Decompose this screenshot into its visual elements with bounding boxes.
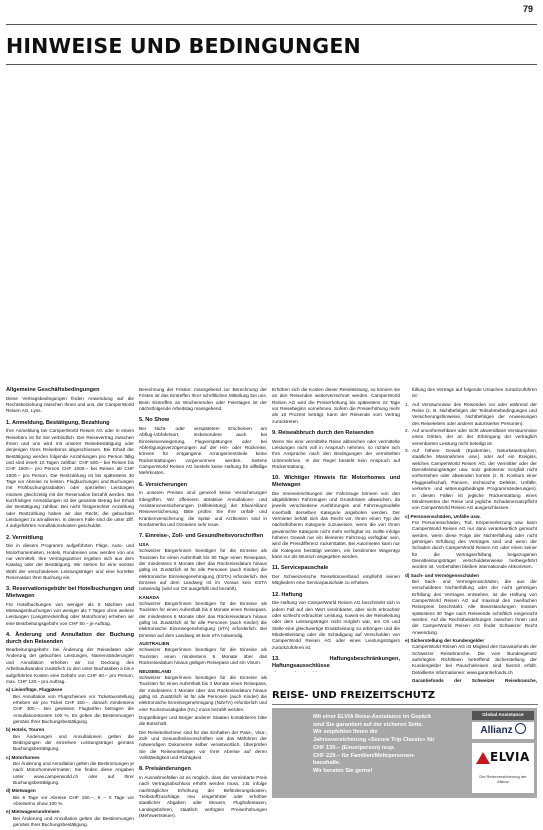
paragraph: Die Inneneinrichtungen der Fahrzeuge können von den abgebildeten Fahrzeugen und Grundrissen abweichen, da jeweils verschiedene Ausführungen und Fahrzeugmodelle innerhalb derselben Kategorie angeboten werden. Der Vermieter behält sich das Recht vor, Ihnen einen Typ der nächsthöheren Kategorie zuzuweisen, wenn die von Ihnen gewünschte Kategorie nicht mehr verfügbar ist. Sollte infolge höherer Gewalt nur ein kleineres Fahrzeug verfügbar sein, wird die Preisdifferenz rückerstattet. Bei Automieten kann nur die Kategorie bestätigt werden, ein bestimmter Wagentyp kann nur als Wunsch angegeben werden. <box>272 490 400 559</box>
insurance-ad <box>272 708 537 798</box>
page-title: HINWEISE UND BEDINGUNGEN <box>6 34 361 58</box>
paragraph: Bearbeitungsgebühr: bei Änderung der Reisedaten oder Änderung der gebuchten Leistungen, Namensänderungen und Annullation erheben wir zur Deckung des Arbeitsaufwandes zusätzlich zu den unter Buchstaben a bis e aufgeführten Kosten eine Gebühr von CHF 60.– pro Person, max. CHF 120.– pro Auftrag. <box>6 647 134 684</box>
list-text: Auf unvorhersehbare oder nicht abwendbare Versäumnisse eines Dritten, der an der Erbringung der vertraglich vereinbarten Leistung nicht beteiligt ist. <box>412 428 537 446</box>
subsection-heading: a) Linienflüge, Flugpässe <box>6 687 63 693</box>
paragraph: Wenn Sie eine vermittelte Reise abbrechen oder vermittelte Leistungen nicht voll in Anspruch nehmen, so richten sich Ihre Ansprüche nach den Bedingungen der vermittelten Unternehmen. In der Regel besteht kein Anspruch auf Rückerstattung. <box>272 438 400 470</box>
title-rule <box>6 64 537 65</box>
insurance-ad-text <box>313 714 463 776</box>
section-heading: 8. Preisänderungen <box>139 766 191 773</box>
paragraph: Bis 6 Tage vor Abreise CHF 150.–, 5 – 0 Tage vor Abreise/no show 100 %. <box>13 794 134 807</box>
ad-line: haushalte. <box>313 760 341 767</box>
allianz-wordmark: Allianz <box>480 725 513 736</box>
subsection-heading: c) Personenschäden, Unfälle usw. <box>405 513 481 519</box>
subsection-heading: b) Hotels, Touren <box>6 727 45 733</box>
subsection-heading: e) Sicherstellung der Kundengelder <box>405 638 485 644</box>
section-heading: 7. Einreise-, Zoll- und Gesundheitsvorschriften <box>139 533 264 540</box>
section-heading: 13. Haftungsbeschränkungen, Haftungsausschlüsse <box>272 655 400 669</box>
country-heading: AUSTRALIEN <box>139 641 170 647</box>
paragraph: Doppelbürger und Bürger anderer Staaten kontaktieren bitte die Botschaft. <box>139 714 267 727</box>
allianz-eagle-icon <box>515 723 526 734</box>
list-item <box>405 448 537 511</box>
section-heading: Allgemeine Geschäftsbedingungen <box>6 387 100 393</box>
paragraph: Die Haftung von CamperWorld Reisen AG beschränkt sich in jedem Fall auf den Wert vereinbarter, aber nicht erbrachter oder schlecht erbrachter Leistung, soweit es der Reiseleitung oder dem Leistungsträger nicht möglich war, am Ort und Stelle eine gleichwertige Ersatzleistung zu erbringen und die Mindestleistung oder die Schädigung auf Verschulden von CamperWorld Reisen AG oder eines Leistungsträgers zurückzuführen ist. <box>272 600 400 650</box>
ad-line: CHF 229.– für Familien/Mehrpersonen- <box>313 752 416 759</box>
list-text: Auf höhere Gewalt (Epidemien, Naturkatastrophen, staatliche Massnahmen usw.) oder auf ein Ereignis, welches CamperWorld Reisen AG, der Vermittler oder der Dienstleistungsträger usw. trotz gebotener Sorgfalt nicht vorhersehen oder abwenden konnte (z. B. Konkurs einer Fluggesellschaft, Pannen, technische Defekte, Unfälle, verkehrs- und witterungsbedingte Programmänderungen). In diesen Fällen ist jegliche Rückerstattung eines Minderwertes der Reise und jegliche Schadenersatzpflicht von CamperWorld Reisen AG ausgeschlossen. <box>412 448 537 511</box>
paragraph: Für Hotelbuchungen von weniger als 5 Nächten und Mietwagenbuchungen von weniger als 7 Tagen ohne weitere Leistungen (Langstreckenflug oder Motorhome) erheben wir eine Bearbeitungsgebühr von CHF 50.– je Auftrag. <box>6 601 134 626</box>
list-item <box>405 428 537 447</box>
paragraph: CamperWorld Reisen AG ist Mitglied des Garantiefonds der Schweizer Reisebranche. Die vom Bundesgesetz auferlegten Richtlinien betreffend Sicherstellung der Kundengelder bei Pauschalreisen sind hiermit erfüllt. Detaillierte Informationen: www.garantiefonds.ch <box>412 644 537 675</box>
paragraph: Der Schweizerische Reisebüroverband empfiehlt seinen Mitgliedern eine Servicepauschale zu erheben. <box>272 573 400 586</box>
paragraph: In Ausnahmefällen ist es möglich, dass der vereinbarte Preis nach Vertragsabschluss erhöht werden muss, z.B. infolge nachträglicher Erhöhung der Beförderungskosten, Treibstoffzuschläge, neu eingeführter oder erhöhter staatlicher Abgaben oder Steuern, Flughafentaxen, Landegebühren, staatlich verfügten Preiserhöhungen (Mehrwertsteuer). <box>139 774 267 818</box>
section-heading: 12. Haftung <box>272 591 303 598</box>
insurance-box-rule <box>272 704 538 705</box>
paragraph: Bei Sach- und Vermögensschäden, die aus der verschuldeten Nichterfüllung oder der nicht gehörigen Erfüllung des Vertrages entstehen, ist die Haftung von CamperWorld Reisen AG auf maximal den zweifachen Reisepreis beschränkt. Alle Beanstandungen müssen spätestens 30 Tage nach Reiseende schriftlich eingereicht werden. Auf die Rechtsbeistehungen zwischen Ihnen und der CamperWorld Reisen AG findet Schweizer Recht Anwendung. <box>412 578 537 635</box>
ad-line: Mit einer ELVIA Reise-Assistance im Gepäck <box>313 714 432 720</box>
paragraph: Bei Annullation von Flugscheinen vor Ticketausstellung erheben wir pro Ticket CHF 150.–, danach mindestens CHF 300.–. Bei gewissen Flugtarifen betragen die Annullationskosten 100 %. Es gelten die Bestimmungen gemäss Ihrer Buchungsbestätigung. <box>13 693 134 724</box>
list-number: 2. <box>405 428 409 434</box>
country-heading: NEUSEELAND <box>139 668 172 674</box>
paragraph: In unseren Preisen sind generell keine Versicherungen inbegriffen. Wir offerieren attraktive Annullations- und Assistanceversicherungen (Hilfeleistung) der Elvia/Allianz Reiseversicherung. Bitte prüfen Sie Ihre Unfall- und Krankenversicherung; die Spital- und Arztkosten sind in Nordamerika und Ozeanien sehr teuer. <box>139 490 267 528</box>
top-rule <box>6 24 537 25</box>
list-text: Auf Versäumnisse des Reisenden vor oder während der Reise (z. B. Nichtbefolgen der Teilnahmebedingungen und Versicherungshinweise, Nichtbefolgen der Anweisungen des Reiseleiters oder anderer autorisierter Personen). <box>412 401 537 426</box>
subsection-heading: d) Mietwagen <box>6 788 36 794</box>
paragraph: Für Personenschäden, Tod, Körperverletzung usw. kann CamperWorld Reisen AG nur dann verantwortlich gemacht werden, wenn diese Folge der Nichterfüllung oder nicht gehörigen Erfüllung des Vertrages sind und wenn der Schaden durch CamperWorld Reisen AG oder einen seiner für die Vertragserfüllung beigezogenen Dienstleistungsträger verschuldeterweise herbeigeführt worden ist. Vorbehalten bleiben internationale Abkommen. <box>412 519 537 570</box>
paragraph: Schweizer Bürger/innen benötigen für die Einreise als Touristen für einen Aufenthalt bis 3 Monate einen Reisepass, der mindestens 3 Monate über das Rückreisedatum hinaus gültig ist. Zusätzlich ist für alle Personen (auch Kinder) die elektronische Einreisegenehmigung (NZeTA) erforderlich und eine Tourismusabgabe (IVL) muss bezahlt werden. <box>139 674 267 712</box>
elvia-wordmark: ELVIA <box>490 750 530 764</box>
allianz-logo <box>472 722 534 739</box>
list-number: 3. <box>405 448 409 454</box>
paragraph: Diese Vertragsbedingungen finden Anwendung auf die Rechtsbeziehung zwischen Ihnen und uns, der CamperWorld Reisen AG, Lyss. <box>6 395 134 414</box>
ad-line: Wir beraten Sie gerne! <box>313 767 373 774</box>
section-heading: 4. Änderung und Annullation der Buchung durch den Reisenden <box>6 631 134 645</box>
elvia-tagline: Die Reiseversicherung der Allianz <box>479 774 527 784</box>
subsection-heading <box>272 671 400 672</box>
section-heading: 1. Anmeldung, Bestätigung, Bezahlung <box>6 419 110 426</box>
section-heading: 9. Reiseabbruch durch den Reisenden <box>272 430 374 437</box>
paragraph: Erhöhen sich die Kosten dieser Reiseleistung, so können sie an den Reisenden weiterverrechnet werden. CamperWorld Reisen AG wird die Preiserhöhung bis spätestens 22 Tage vor Reisebeginn vornehmen. Sofern die Preiserhöhung mehr als 10 Prozent beträgt, kann der Reisende vom Vertrag zurücktreten. <box>272 387 400 424</box>
section-heading: 2. Vermittlung <box>6 534 43 541</box>
paragraph: Bei Änderung und Annullation gelten die Bestimmungen je nach Motorhomevermieter; Sie finden diese Angaben unter www.camperworld.ch oder auf Ihrer Buchungsbestätigung. <box>13 760 134 785</box>
subsection-heading: c) Motorhomes <box>6 754 40 760</box>
paragraph: Schweizer Bürger/innen benötigen für die Einreise als Touristen für einen Aufenthalt bis 90 Tage einen Reisepass, der mindestens 6 Monate über das Rückreisedatum hinaus gültig ist. Zusätzlich ist für alle Personen (auch Kinder) die elektronische Einreisegenehmigung (ESTA) erforderlich. Bei Einreise auf dem Landweg ist im Voraus kein ESTA notwendig (wird vor Ort ausgefüllt und bezahlt). <box>139 548 267 592</box>
country-heading: KANADA <box>139 594 160 600</box>
paragraph: Die in diesem Programm aufgeführten Flüge, Auto- und Motorhomemieten, Hotels, Rundreisen usw. werden von uns nur vermittelt. Ihre Vertragspartner ergeben sich aus dem Katalog oder der Bestätigung. Wir stehen für eine seriöse Wahl der verschiedenen Leistungsträger und eine korrekte Reservation Ihrer Buchung ein. <box>6 543 134 581</box>
section-heading: 10. Wichtiger Hinweis für Motorhomes und Mietwagen <box>272 475 400 488</box>
elvia-triangle-icon <box>476 752 490 764</box>
ad-line: sind Sie garantiert auf der sicheren Seite. <box>313 721 424 728</box>
column-3 <box>272 387 400 672</box>
section-heading: 3. Reservationsgebühr bei Hotelbuchungen und Mietwagen <box>6 586 134 599</box>
column-2 <box>139 387 267 821</box>
paragraph: Schweizer Bürger/innen benötigen für die Einreise als Touristen einen mindestens 6 Monate über das Rückreisedatum hinaus gültigen Reisepass und ein Visum. <box>139 647 267 666</box>
page-number: 79 <box>522 4 533 14</box>
ad-line: CHF 139.– (Einzelperson) resp. <box>313 744 396 751</box>
column-4 <box>405 387 537 684</box>
section-heading: 5. No Show <box>139 417 170 424</box>
section-heading: 6. Versicherungen <box>139 481 188 488</box>
ad-line: Wir empfehlen Ihnen die <box>313 729 378 736</box>
subsection-heading: e) Mietwagenrundreisen <box>6 809 60 815</box>
list-number: 1. <box>405 401 409 407</box>
paragraph: Bei Änderung und Annullation gelten die Bestimmungen gemäss Ihrer Buchungsbestätigung. <box>13 815 134 828</box>
paragraph: Bei Änderungen und Annullationen gelten die Bedingungen der einzelnen Leistungsträger gemäss Buchungsbestätigung. <box>13 733 134 752</box>
paragraph: Schweizer Bürger/innen benötigen für die Einreise als Touristen für einen Aufenthalt bis 6 Monate einen Reisepass, der mindestens 6 Monate über das Rückreisedatum hinaus gültig ist. Zusätzlich ist für alle Personen (auch Kinder) die elektronische Einreisegenehmigung (eTA) erforderlich. Bei Einreise auf dem Landweg ist kein eTA notwendig. <box>139 601 267 638</box>
paragraph: Bei Nicht- oder verspätetem Erscheinen am Abflug-/Abfahrtsort, insbesondere auch bei Einreiseverweigerung, Flugverspätungen oder bei Abfertigungsverzögerungen auf der Hin- oder Rückreise, können für entgangene Arrangementsteile keine Rückerstattungen vorgenommen werden. Seitens CamperWorld Reisen AG besteht keine Haftung für allfällige Mehrkosten. <box>139 425 267 476</box>
column-1 <box>6 387 134 830</box>
paragraph: füllung des Vertrags auf folgende Ursachen zurückzuführen ist: <box>412 387 537 399</box>
ad-line: Jahresversicherung «Secure Trip Classic» für <box>313 737 435 744</box>
paragraph: Garantiefonds der Schweizer Reisebranche, <box>412 678 537 684</box>
paragraph: Die Reiseteilnehmer sind für das Einhalten der Pass-, Visa-, Zoll- und Gesundheitsvorschriften wie das Mitführen der notwendigen Dokumente selber verantwortlich. Überprüfen Sie die Reiseunterlagen vor Ihrer Abreise auf deren Vollständigkeit und Richtigkeit. <box>139 729 267 760</box>
list-item <box>405 402 537 427</box>
country-heading: USA <box>139 541 149 547</box>
paragraph: Ihre Anmeldung bei CamperWorld Reisen AG oder in einem Reisebüro ist für Sie verbindlich. Der Reisevertrag zwischen Ihnen und uns wird mit unserer Reisebestätigung oder derjenigen Ihres Reisebüros abgeschlossen. Bei Erhalt der Bestätigung werden folgende Anzahlungen pro Person fällig und sind innert 10 Tagen zahlbar: CHF 500.– bei Reisen bis CHF 1500.– pro Person CHF 1000.– bei Reisen ab CHF 1500.– pro Person. Die Restzahlung ist bis spätestens 30 Tage vor Abreise zu leisten. Flugbuchungen und Buchungen mit Frühbuchungsrabatten oder speziellen Leistungen müssen gleichzeitig mit der Reservation bezahlt werden. Bei kurzfristigen Anmeldungen ist der gesamte Betrag bei Erhalt der Bestätigung zahlbar. Bei nicht fristgerechter Anzahlung oder Restzahlung haben wir das Recht, die gebuchten Leistungen zu annullieren. In diesem Falle sind die unter Ziff. 4 aufgeführten Annullationskosten geschuldet. <box>6 428 134 529</box>
section-heading: 11. Servicepauschale <box>272 565 329 572</box>
subsection-heading: d) Sach- und Vermögensschäden <box>405 572 479 578</box>
column-4-body <box>405 387 537 684</box>
column-3-body <box>272 387 400 672</box>
partner-label: Global Assistance <box>472 711 534 720</box>
paragraph: Berechnung der Fristen: massgebend zur Berechnung der Fristen ist das Eintreffen Ihrer schriftlichen Mitteilung bei uns. Beim Eintreffen an Wochenenden oder Feiertagen ist der nächstfolgende Arbeitstag massgebend. <box>139 387 267 412</box>
elvia-logo <box>472 743 534 793</box>
insurance-box-title: REISE- UND FREIZEITSCHUTZ <box>272 690 435 701</box>
